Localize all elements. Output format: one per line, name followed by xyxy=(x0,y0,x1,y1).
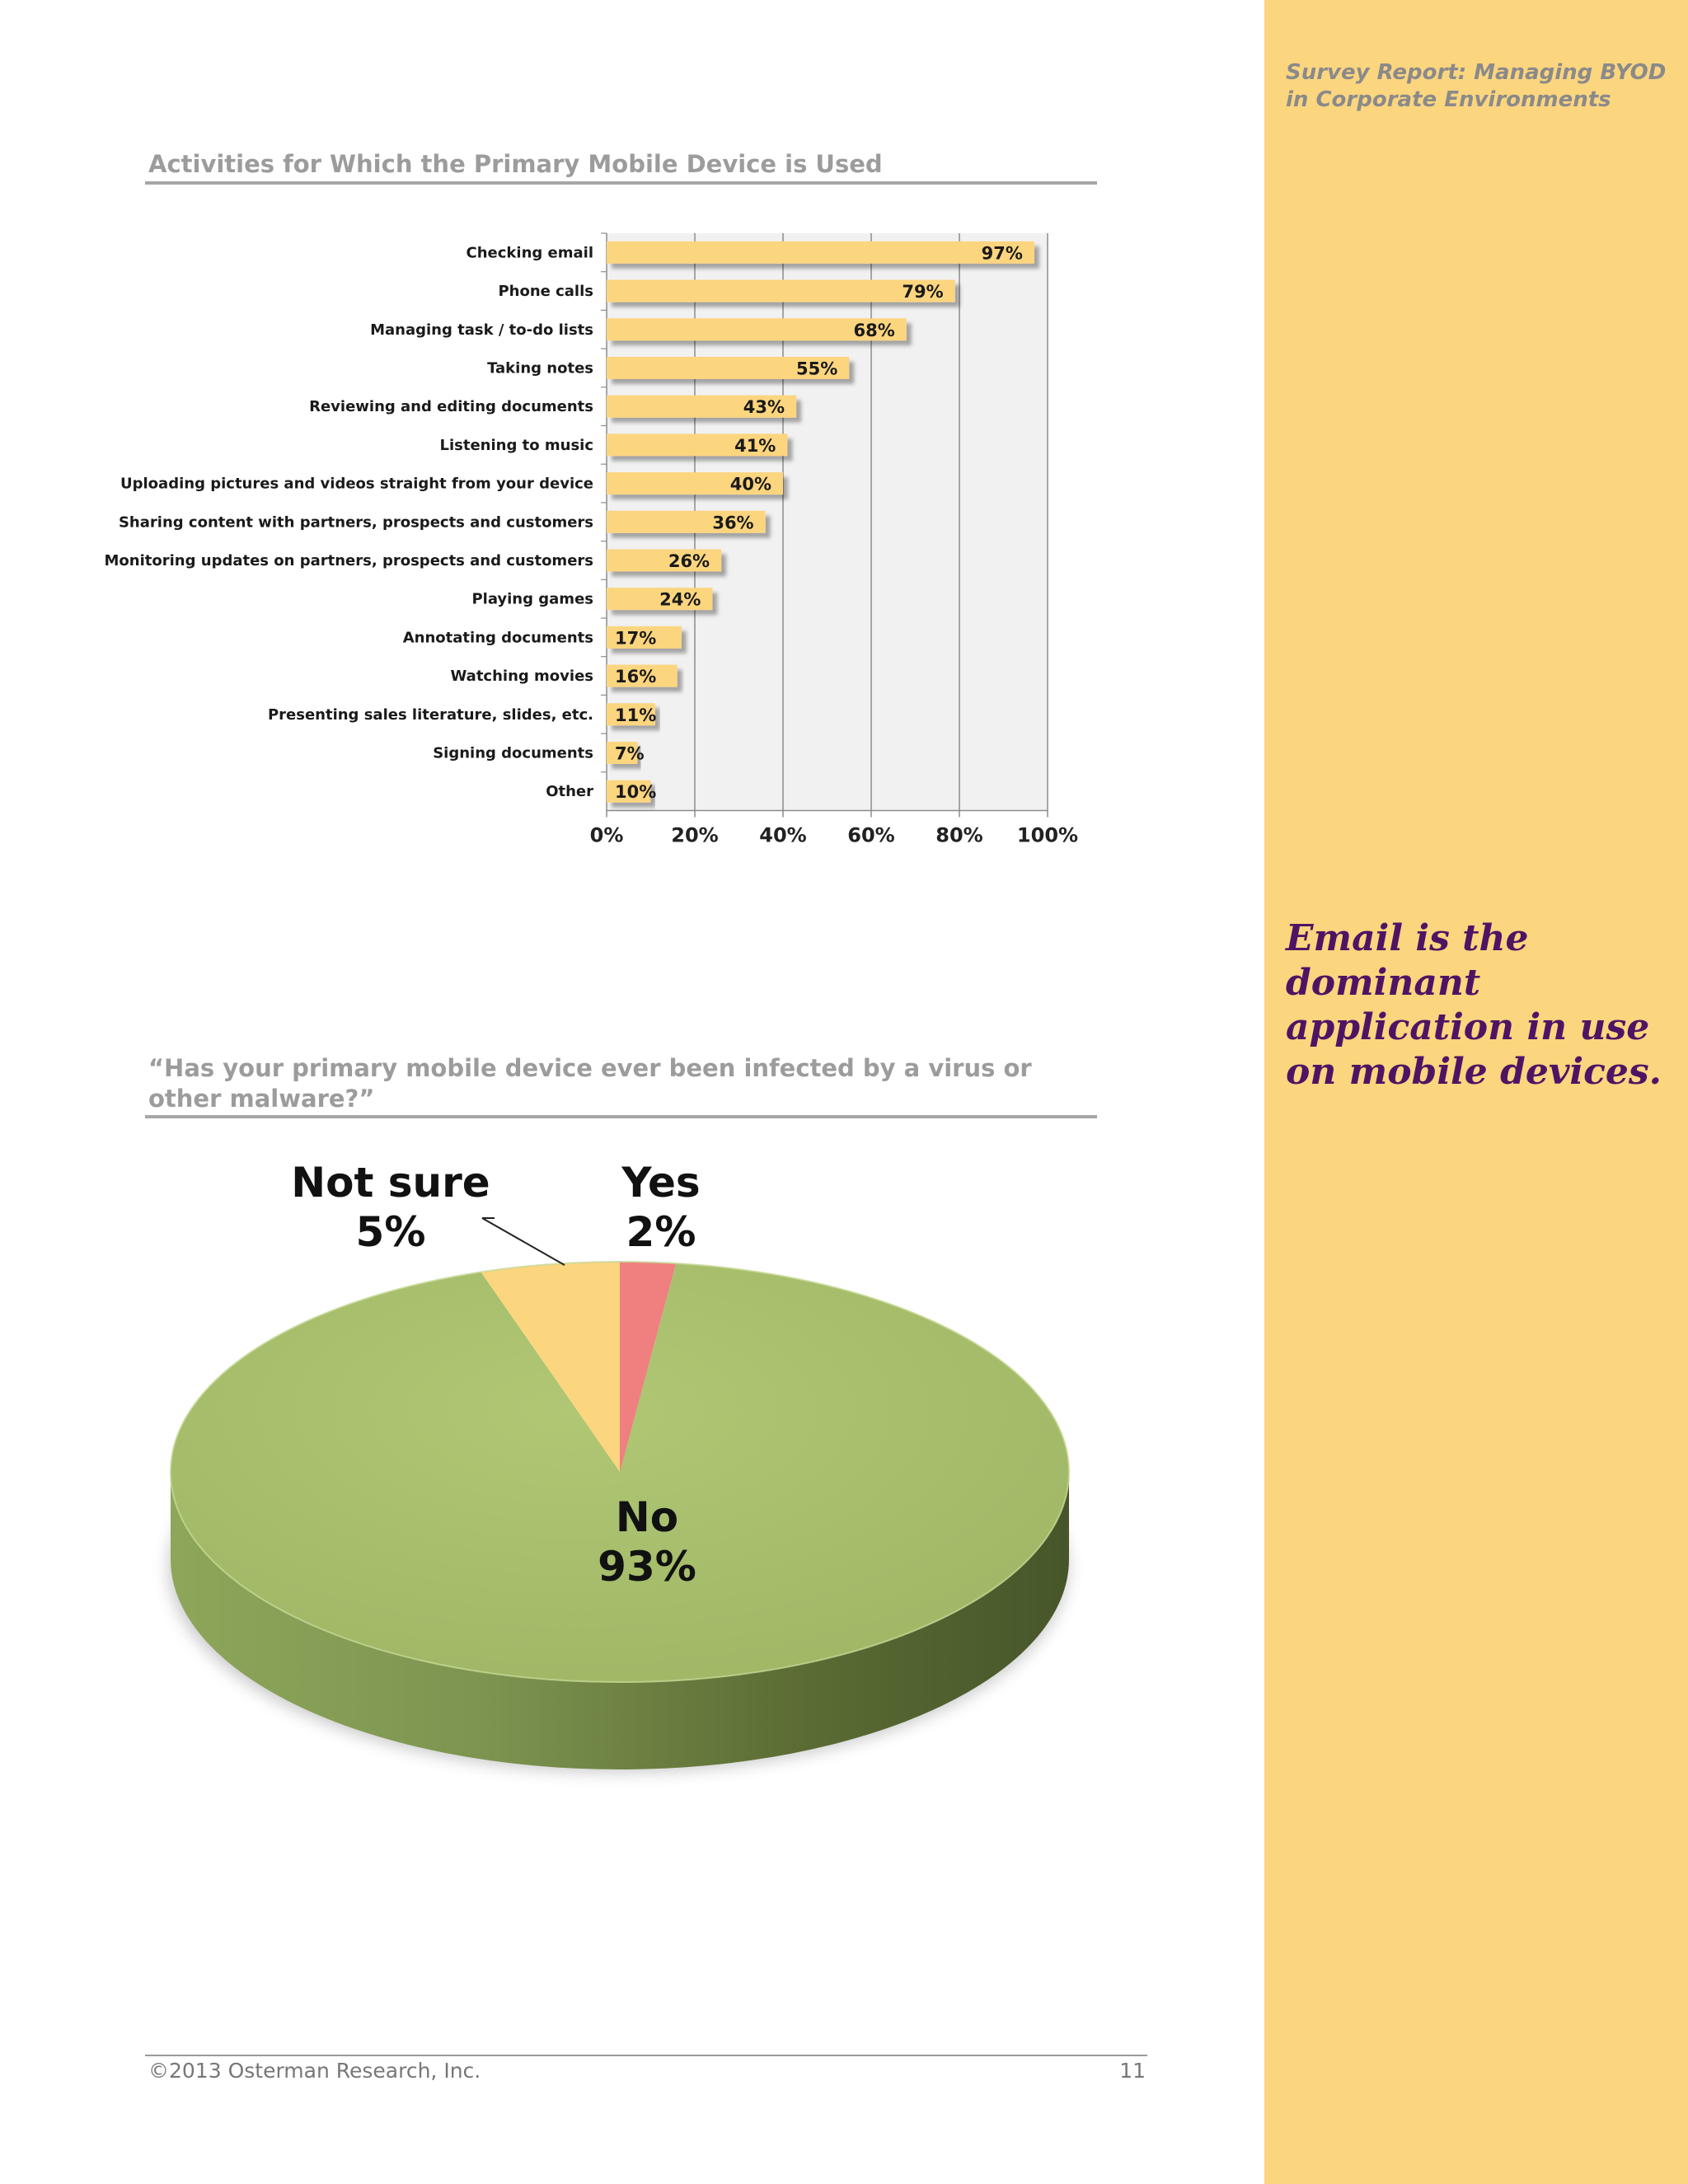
x-tick-label: 100% xyxy=(1016,823,1079,847)
bar-value-label: 97% xyxy=(981,243,1023,264)
page-number: 11 xyxy=(1119,2059,1146,2083)
sidebar-callout: Email is the dominant application in use on mobile devices. xyxy=(1286,917,1662,1093)
footer-rule xyxy=(145,2055,1147,2056)
category-label: Other xyxy=(546,783,593,801)
pie-value-not-sure: 5% xyxy=(355,1208,426,1256)
category-label: Checking email xyxy=(466,244,593,262)
category-label: Reviewing and editing documents xyxy=(309,398,593,416)
activities-bar-chart xyxy=(0,0,1154,874)
footer-copyright: ©2013 Osterman Research, Inc. xyxy=(148,2059,481,2083)
bar xyxy=(607,241,1034,264)
malware-chart-title: “Has your primary mobile device ever been infected by a virus or other malware?” xyxy=(148,1054,1032,1113)
malware-title-rule xyxy=(145,1115,1097,1118)
activities-chart-title: Activities for Which the Primary Mobile Device is Used xyxy=(148,150,883,178)
category-label: Signing documents xyxy=(433,744,593,762)
sidebar-panel xyxy=(1264,0,1688,2184)
x-tick-label: 60% xyxy=(847,823,895,847)
malware-pie-chart xyxy=(0,1121,1154,1830)
bar-value-label: 40% xyxy=(729,474,771,494)
bar-value-label: 11% xyxy=(615,705,657,725)
category-label: Listening to music xyxy=(439,436,593,454)
report-title: Survey Report: Managing BYOD in Corporate Environments xyxy=(1286,60,1667,112)
pie-value-no: 93% xyxy=(598,1543,696,1591)
pie-label-not-sure: Not sure xyxy=(291,1159,490,1207)
x-tick-label: 20% xyxy=(671,823,719,847)
bar-value-label: 36% xyxy=(712,513,754,533)
bar-value-label: 10% xyxy=(615,782,657,803)
pie-value-yes: 2% xyxy=(626,1208,696,1256)
category-label: Taking notes xyxy=(487,359,593,377)
category-label: Phone calls xyxy=(498,283,593,301)
bar-value-label: 68% xyxy=(853,320,895,340)
bar-value-label: 16% xyxy=(615,667,657,687)
bar-value-label: 79% xyxy=(902,282,944,302)
category-label: Managing task / to-do lists xyxy=(370,321,593,339)
category-label: Uploading pictures and videos straight from your device xyxy=(120,475,593,493)
pie-label-no: No xyxy=(615,1493,679,1541)
not-sure-leader-line xyxy=(482,1218,565,1265)
bar-value-label: 43% xyxy=(743,397,785,418)
category-label: Annotating documents xyxy=(402,629,593,647)
bar-value-label: 24% xyxy=(659,589,701,610)
category-label: Monitoring updates on partners, prospects and customers xyxy=(104,551,593,569)
category-label: Watching movies xyxy=(450,668,593,686)
category-label: Sharing content with partners, prospects and customers xyxy=(118,513,593,532)
x-tick-label: 0% xyxy=(589,823,624,847)
x-tick-label: 80% xyxy=(935,823,983,847)
pie-label-yes: Yes xyxy=(621,1159,701,1207)
x-tick-label: 40% xyxy=(759,823,807,847)
category-label: Playing games xyxy=(471,590,593,608)
bar-value-label: 26% xyxy=(668,551,710,571)
bar-value-label: 55% xyxy=(795,359,838,379)
bar-value-label: 41% xyxy=(734,435,776,456)
bar-value-label: 17% xyxy=(615,628,657,649)
category-label: Presenting sales literature, slides, etc. xyxy=(267,705,593,724)
bar-value-label: 7% xyxy=(615,743,645,764)
